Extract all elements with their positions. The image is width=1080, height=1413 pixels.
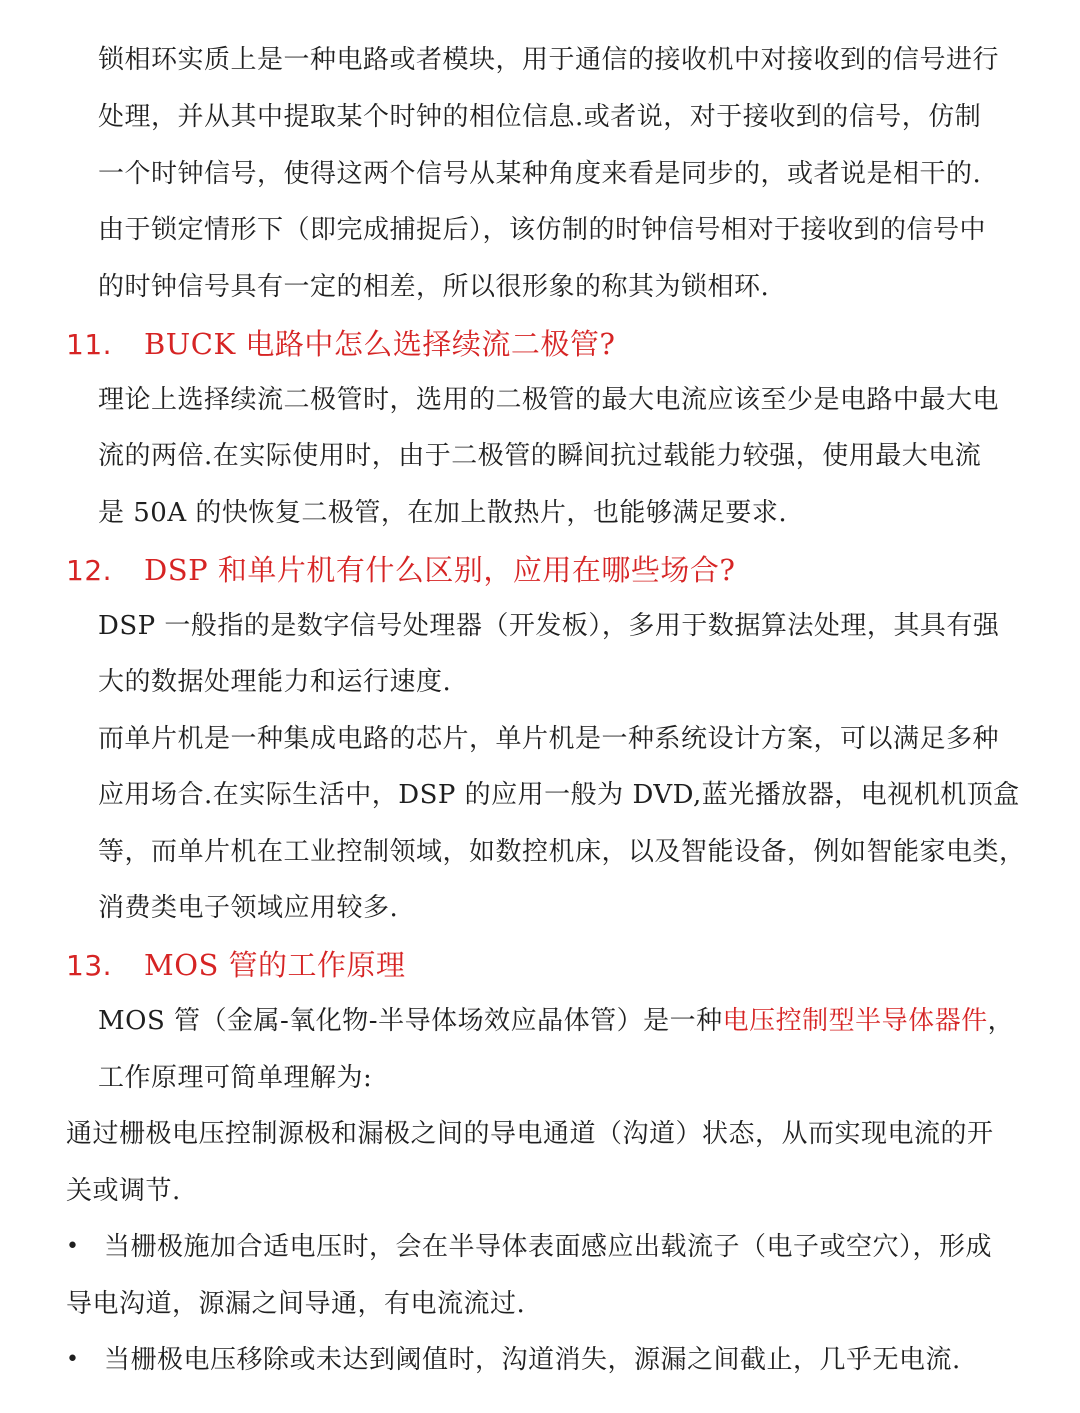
q11-line-2: 流的两倍.在实际使用时，由于二极管的瞬间抗过载能力较强，使用最大电流 (98, 441, 982, 471)
q13-line-1-suffix: ， (987, 1006, 1015, 1036)
section-number: 12. (66, 554, 113, 587)
intro-line-5: 的时钟信号具有一定的相差，所以很形象的称其为锁相环. (98, 272, 770, 302)
section-number: 11. (66, 328, 113, 361)
q13-line-2: 工作原理可简单理解为: (98, 1063, 373, 1093)
section-heading-11 (66, 325, 615, 364)
bullet-2-line-1: 当栅极电压移除或未达到阈值时，沟道消失，源漏之间截止，几乎无电流. (104, 1345, 961, 1375)
q13-line-3: 通过栅极电压控制源极和漏极之间的导电通道（沟道）状态，从而实现电流的开 (66, 1119, 994, 1149)
section-heading-12 (66, 551, 735, 590)
section-title: DSP 和单片机有什么区别，应用在哪些场合? (144, 553, 736, 587)
q12-line-6: 消费类电子领域应用较多. (98, 893, 399, 923)
q12-line-1: DSP 一般指的是数字信号处理器（开发板），多用于数据算法处理，其具有强 (98, 611, 1000, 641)
section-title: MOS 管的工作原理 (144, 948, 406, 982)
q13-line-1-prefix: MOS 管（金属-氧化物-半导体场效应晶体管）是一种 (98, 1006, 723, 1036)
highlighted-term: 电压控制型半导体器件 (722, 1006, 988, 1036)
section-title: BUCK 电路中怎么选择续流二极管? (144, 327, 616, 361)
q13-line-1 (98, 1004, 1014, 1038)
intro-line-4: 由于锁定情形下（即完成捕捉后），该仿制的时钟信号相对于接收到的信号中 (98, 215, 987, 245)
q13-line-4: 关或调节. (66, 1176, 181, 1206)
section-heading-13 (66, 946, 406, 985)
bullet-1-line-1: 当栅极施加合适电压时，会在半导体表面感应出载流子（电子或空穴），形成 (104, 1232, 993, 1262)
q12-line-3: 而单片机是一种集成电路的芯片，单片机是一种系统设计方案，可以满足多种 (98, 724, 1000, 754)
q11-line-3: 是 50A 的快恢复二极管，在加上散热片，也能够满足要求. (98, 498, 788, 528)
q12-line-4: 应用场合.在实际生活中，DSP 的应用一般为 DVD,蓝光播放器，电视机机顶盒 (98, 780, 1020, 810)
section-number: 13. (66, 949, 113, 982)
q12-line-2: 大的数据处理能力和运行速度. (98, 667, 452, 697)
bullet-icon: • (66, 1234, 79, 1259)
q12-line-5: 等，而单片机在工业控制领域，如数控机床，以及智能设备，例如智能家电类， (98, 837, 1026, 867)
bullet-1-line-2: 导电沟道，源漏之间导通，有电流流过. (66, 1289, 526, 1319)
intro-line-1: 锁相环实质上是一种电路或者模块，用于通信的接收机中对接收到的信号进行 (98, 45, 1000, 75)
bullet-icon: • (66, 1347, 79, 1372)
intro-line-3: 一个时钟信号，使得这两个信号从某种角度来看是同步的，或者说是相干的. (98, 159, 982, 189)
intro-line-2: 处理，并从其中提取某个时钟的相位信息.或者说，对于接收到的信号，仿制 (98, 102, 982, 132)
q11-line-1: 理论上选择续流二极管时，选用的二极管的最大电流应该至少是电路中最大电 (98, 385, 1000, 415)
